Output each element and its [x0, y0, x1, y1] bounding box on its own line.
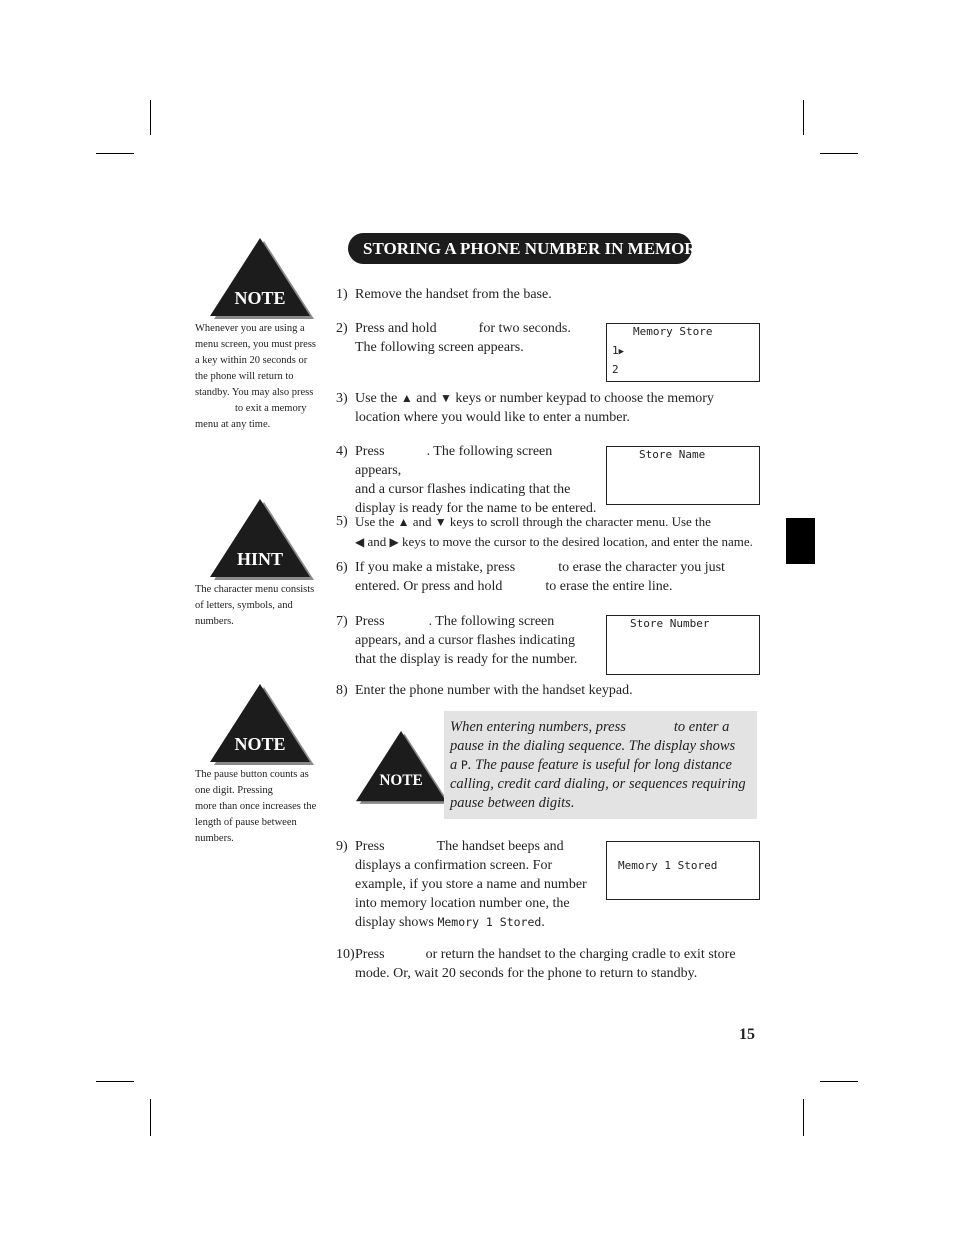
crop-mark: [96, 153, 134, 154]
crop-mark: [150, 1099, 151, 1136]
crop-mark: [150, 100, 151, 135]
step-1: 1) Remove the handset from the base.: [336, 287, 552, 302]
lcd-memory-stored: Memory 1 Stored: [606, 841, 760, 900]
note-text: Whenever you are using a menu screen, you must press a key within 20 seconds or the phone will return to standby. You may also pressto exit a memory menu at any time.: [195, 323, 317, 430]
note-label: NOTE: [234, 734, 286, 754]
pause-note-box: When entering numbers, press to enter a pause in the dialing sequence. The display shows a P. The pause feature is useful for long distance calling, credit card dialing, or sequences requiring pause between digits.: [444, 711, 757, 819]
step-5: 5) Use the ▲ and ▼ keys to scroll through the character menu. Use the ◀ and ▶ keys to move the cursor to the desired location, and enter the name.: [336, 514, 753, 549]
step-2: 2) Press and hold for two seconds. The following screen appears.: [336, 321, 571, 355]
hint-text: The character menu consists of letters, symbols, and numbers.: [195, 584, 315, 627]
left-arrow-icon: ◀: [355, 535, 365, 549]
step-9: 9) Press The handset beeps and displays a confirmation screen. For example, if you store a name and number into memory location number one, the display shows Memory 1 Stored.: [336, 839, 587, 930]
right-arrow-icon: ▶: [389, 535, 399, 549]
lcd-store-number: Store Number: [606, 615, 760, 675]
step-4: 4) Press . The following screen appears, and a cursor flashes indicating that the display is ready for the name to be entered.: [336, 444, 597, 516]
step-6: 6) If you make a mistake, press to erase the character you just entered. Or press and hold to erase the entire line.: [336, 560, 725, 594]
hint-triangle-icon: [210, 499, 314, 579]
step-7: 7) Press . The following screen appears, and a cursor flashes indicating that the display is ready for the number.: [336, 614, 578, 667]
down-arrow-icon: ▼: [434, 515, 447, 529]
crop-mark: [96, 1081, 134, 1082]
note-label: NOTE: [379, 771, 423, 789]
page-number: 15: [739, 1026, 755, 1043]
note-triangle-icon: [210, 684, 314, 764]
crop-mark: [820, 1081, 858, 1082]
down-arrow-icon: ▼: [440, 391, 452, 405]
step-8: 8) Enter the phone number with the handset keypad.: [336, 683, 633, 698]
up-arrow-icon: ▲: [397, 515, 410, 529]
note-label: NOTE: [234, 288, 286, 308]
up-arrow-icon: ▲: [400, 391, 413, 405]
crop-mark: [820, 153, 858, 154]
crop-mark: [803, 1099, 804, 1136]
lcd-memory-store: Memory Store 1▶ 2: [606, 323, 760, 382]
lcd-store-name: Store Name: [606, 446, 760, 505]
note-triangle-icon: [210, 238, 314, 318]
note-triangle-icon: [356, 731, 450, 803]
crop-mark: [803, 100, 804, 135]
note-text: The pause button counts as one digit. Pressing more than once increases the length of pause between numbers.: [195, 769, 317, 844]
step-10: 10) Press or return the handset to the charging cradle to exit store mode. Or, wait 20 seconds for the phone to return to standby.: [336, 947, 736, 981]
chapter-tab: [786, 518, 815, 564]
hint-label: HINT: [236, 549, 283, 569]
section-title: STORING A PHONE NUMBER IN MEMORY: [348, 233, 692, 264]
cursor-arrow-icon: ▶: [618, 347, 625, 357]
step-3: 3) Use the ▲ and ▼ keys or number keypad to choose the memory location where you would like to enter a number.: [336, 391, 714, 425]
